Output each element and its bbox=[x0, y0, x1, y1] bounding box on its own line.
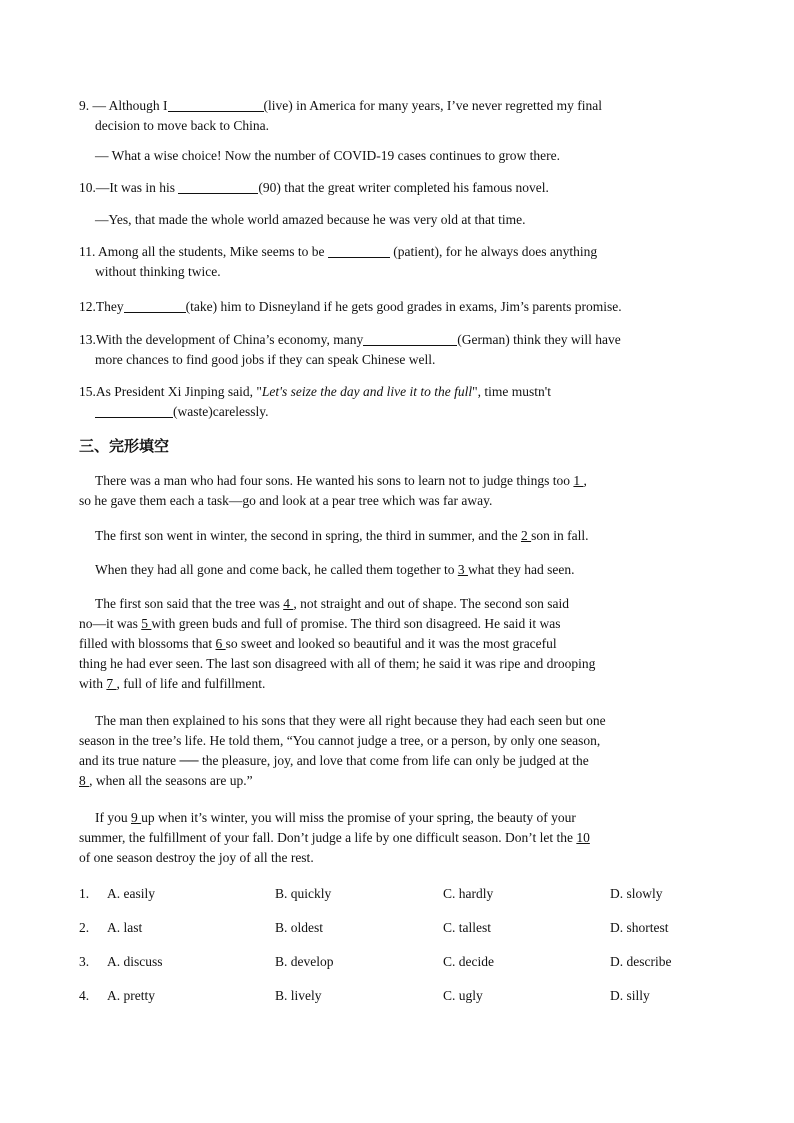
option-b[interactable]: B. quickly bbox=[275, 886, 332, 901]
p4-text-b: , not straight and out of shape. The second son said bbox=[293, 596, 570, 611]
q15-text-c: (waste)carelessly. bbox=[173, 404, 269, 419]
passage-paragraph-3 bbox=[79, 560, 714, 580]
option-c[interactable]: C. hardly bbox=[443, 886, 494, 901]
section-title: 三、完形填空 bbox=[79, 437, 170, 455]
q9-text-b: (live) in America for many years, I’ve never regretted my final bbox=[263, 98, 602, 113]
cloze-blank-6[interactable]: 6 bbox=[215, 636, 226, 651]
cloze-blank-4[interactable]: 4 bbox=[283, 596, 294, 611]
option-number: 4. bbox=[79, 988, 90, 1003]
p4-text-f: so sweet and looked so beautiful and it was the most graceful bbox=[225, 636, 557, 651]
q15-quote: Let's seize the day and live it to the full bbox=[261, 384, 473, 399]
p4-text-c: no—it was bbox=[79, 616, 142, 631]
q9-text-c: decision to move back to China. bbox=[95, 118, 269, 133]
q13-text-c: more chances to find good jobs if they can speak Chinese well. bbox=[95, 352, 436, 367]
option-number: 2. bbox=[79, 920, 90, 935]
option-d[interactable]: D. silly bbox=[610, 988, 650, 1003]
cloze-blank-8[interactable]: 8 bbox=[79, 773, 90, 788]
option-c[interactable]: C. tallest bbox=[443, 920, 491, 935]
option-b[interactable]: B. oldest bbox=[275, 920, 324, 935]
answer-blank-12[interactable] bbox=[124, 298, 186, 313]
p1-text-a: There was a man who had four sons. He wanted his sons to learn not to judge things too bbox=[95, 473, 574, 488]
q12-text-a: 12.They bbox=[79, 299, 124, 314]
cloze-blank-7[interactable]: 7 bbox=[106, 676, 117, 691]
question-11 bbox=[79, 242, 730, 282]
option-c[interactable]: C. decide bbox=[443, 954, 494, 969]
cloze-blank-2[interactable]: 2 bbox=[520, 528, 532, 543]
option-a[interactable]: A. easily bbox=[107, 886, 155, 901]
cloze-blank-10[interactable]: 10 bbox=[576, 830, 590, 845]
question-12 bbox=[79, 297, 714, 317]
passage-paragraph-4 bbox=[79, 594, 714, 694]
option-row-1 bbox=[79, 884, 719, 904]
cloze-blank-3[interactable]: 3 bbox=[457, 562, 468, 577]
cloze-blank-9[interactable]: 9 bbox=[131, 810, 142, 825]
answer-blank-11[interactable] bbox=[328, 243, 390, 258]
q10-reply: —Yes, that made the whole world amazed because he was very old at that time. bbox=[95, 212, 526, 227]
passage-paragraph-6 bbox=[79, 808, 714, 868]
cloze-blank-5[interactable]: 5 bbox=[141, 616, 152, 631]
q11-text-b: (patient), for he always does anything bbox=[389, 244, 598, 259]
option-b[interactable]: B. develop bbox=[275, 954, 334, 969]
passage-paragraph-1 bbox=[79, 471, 714, 511]
cloze-blank-1[interactable]: 1 bbox=[573, 473, 584, 488]
option-d[interactable]: D. slowly bbox=[610, 886, 663, 901]
answer-blank-15[interactable] bbox=[95, 403, 173, 418]
option-c[interactable]: C. ugly bbox=[443, 988, 483, 1003]
p5-text-c: and its true nature ── the pleasure, joy, and love that come from life can only be judged at the bbox=[79, 753, 589, 768]
question-15 bbox=[79, 382, 730, 422]
p2-text-b: son in fall. bbox=[531, 528, 589, 543]
p4-text-i: , full of life and fulfillment. bbox=[116, 676, 266, 691]
option-a[interactable]: A. last bbox=[107, 920, 143, 935]
q15-text-a: 15.As President Xi Jinping said, " bbox=[79, 384, 262, 399]
question-10 bbox=[79, 178, 714, 198]
q9-reply: — What a wise choice! Now the number of COVID-19 cases continues to grow there. bbox=[95, 148, 560, 163]
p6-text-a: If you bbox=[95, 810, 131, 825]
option-d[interactable]: D. shortest bbox=[610, 920, 669, 935]
p4-text-e: filled with blossoms that bbox=[79, 636, 216, 651]
passage-paragraph-2 bbox=[79, 526, 714, 546]
answer-blank-10[interactable] bbox=[178, 179, 258, 194]
option-number: 1. bbox=[79, 886, 90, 901]
q9-text-a: 9. — Although I bbox=[79, 98, 168, 113]
q11-text-c: without thinking twice. bbox=[95, 264, 221, 279]
q12-text-b: (take) him to Disneyland if he gets good grades in exams, Jim’s parents promise. bbox=[185, 299, 622, 314]
option-d[interactable]: D. describe bbox=[610, 954, 672, 969]
q11-text-a: 11. Among all the students, Mike seems to be bbox=[79, 244, 328, 259]
option-row-3 bbox=[79, 952, 719, 972]
option-b[interactable]: B. lively bbox=[275, 988, 322, 1003]
p5-text-d: , when all the seasons are up.” bbox=[89, 773, 253, 788]
q10-text-b: (90) that the great writer completed his famous novel. bbox=[258, 180, 549, 195]
option-row-4 bbox=[79, 986, 719, 1006]
option-row-2 bbox=[79, 918, 719, 938]
option-number: 3. bbox=[79, 954, 90, 969]
p6-text-c: summer, the fulfillment of your fall. Don’t judge a life by one difficult season. Don’t let the bbox=[79, 830, 577, 845]
p2-text-a: The first son went in winter, the second in spring, the third in summer, and the bbox=[95, 528, 521, 543]
p4-text-g: thing he had ever seen. The last son disagreed with all of them; he said it was ripe and drooping bbox=[79, 656, 596, 671]
question-13 bbox=[79, 330, 730, 370]
passage-paragraph-5 bbox=[79, 711, 714, 791]
p3-text-b: what they had seen. bbox=[467, 562, 575, 577]
q15-text-b: ", time mustn't bbox=[472, 384, 551, 399]
p4-text-a: The first son said that the tree was bbox=[95, 596, 284, 611]
p4-text-h: with bbox=[79, 676, 107, 691]
p4-text-d: with green buds and full of promise. The third son disagreed. He said it was bbox=[151, 616, 561, 631]
answer-blank-9[interactable] bbox=[168, 97, 264, 112]
p5-text-b: season in the tree’s life. He told them, “You cannot judge a tree, or a person, by only one season, bbox=[79, 733, 601, 748]
option-a[interactable]: A. pretty bbox=[107, 988, 155, 1003]
p3-text-a: When they had all gone and come back, he called them together to bbox=[95, 562, 458, 577]
p6-text-d: of one season destroy the joy of all the rest. bbox=[79, 850, 314, 865]
q13-text-b: (German) think they will have bbox=[457, 332, 621, 347]
option-a[interactable]: A. discuss bbox=[107, 954, 163, 969]
q13-text-a: 13.With the development of China’s economy, many bbox=[79, 332, 364, 347]
answer-blank-13[interactable] bbox=[363, 331, 457, 346]
p5-text-a: The man then explained to his sons that they were all right because they had each seen but one bbox=[95, 713, 606, 728]
p1-text-b: , bbox=[583, 473, 587, 488]
p6-text-b: up when it’s winter, you will miss the promise of your spring, the beauty of your bbox=[141, 810, 576, 825]
q10-text-a: 10.—It was in his bbox=[79, 180, 179, 195]
p1-text-c: so he gave them each a task—go and look at a pear tree which was far away. bbox=[79, 493, 493, 508]
question-9 bbox=[79, 96, 730, 136]
